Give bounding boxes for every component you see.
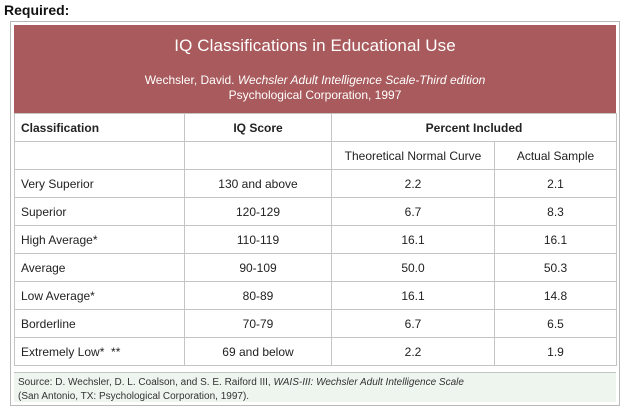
table-row (15, 338, 617, 366)
subheader-theoretical: Theoretical Normal Curve (332, 142, 495, 170)
cell-actual: 1.9 (495, 338, 617, 366)
table-row (15, 310, 617, 338)
iq-classification-table (14, 113, 617, 366)
table-row (15, 226, 617, 254)
subheader-empty-2 (185, 142, 332, 170)
cell-iq-score: 120-129 (185, 198, 332, 226)
table-banner (14, 25, 616, 113)
cell-iq-score: 70-79 (185, 310, 332, 338)
cell-iq-score: 90-109 (185, 254, 332, 282)
source-line-2: (San Antonio, TX: Psychological Corporation, 1997). (18, 391, 250, 402)
table-row (15, 170, 617, 198)
cell-classification: Average (15, 254, 185, 282)
subheader-row (15, 142, 617, 170)
cell-actual: 6.5 (495, 310, 617, 338)
cell-actual: 50.3 (495, 254, 617, 282)
cell-theoretical: 50.0 (332, 254, 495, 282)
cell-classification: Superior (15, 198, 185, 226)
source-title: WAIS-III: Wechsler Adult Intelligence Scale (273, 377, 464, 388)
cell-theoretical: 16.1 (332, 282, 495, 310)
source-prefix: Source: D. Wechsler, D. L. Coalson, and S. E. Raiford III, (18, 377, 274, 388)
cell-classification: Borderline (15, 310, 185, 338)
table-title: IQ Classifications in Educational Use (174, 36, 456, 55)
cell-classification: High Average* (15, 226, 185, 254)
header-percent-included: Percent Included (332, 114, 617, 142)
table-row (15, 254, 617, 282)
cell-iq-score: 110-119 (185, 226, 332, 254)
cell-iq-score: 80-89 (185, 282, 332, 310)
cell-iq-score: 69 and below (185, 338, 332, 366)
cell-theoretical: 16.1 (332, 226, 495, 254)
cell-actual: 2.1 (495, 170, 617, 198)
cell-actual: 8.3 (495, 198, 617, 226)
table-row (15, 282, 617, 310)
cell-actual: 14.8 (495, 282, 617, 310)
subheader-actual: Actual Sample (495, 142, 617, 170)
table-row (15, 198, 617, 226)
cell-classification: Very Superior (15, 170, 185, 198)
reference-publisher: Psychological Corporation, 1997 (228, 88, 402, 102)
source-line-1 (18, 376, 616, 390)
header-classification: Classification (15, 114, 185, 142)
iq-classification-card (10, 21, 620, 406)
subheader-empty-1 (15, 142, 185, 170)
source-footnote (14, 372, 616, 402)
cell-theoretical: 6.7 (332, 198, 495, 226)
reference-work: Wechsler Adult Intelligence Scale-Third edition (237, 73, 486, 87)
cell-classification: Low Average* (15, 282, 185, 310)
reference-author: Wechsler, David. (144, 73, 238, 87)
cell-theoretical: 2.2 (332, 338, 495, 366)
cell-actual: 16.1 (495, 226, 617, 254)
cell-theoretical: 2.2 (332, 170, 495, 198)
cell-classification: Extremely Low* ** (15, 338, 185, 366)
cell-theoretical: 6.7 (332, 310, 495, 338)
header-row (15, 114, 617, 142)
reference-line (14, 73, 616, 87)
cell-iq-score: 130 and above (185, 170, 332, 198)
required-label: Required: (4, 2, 70, 18)
header-iq-score: IQ Score (185, 114, 332, 142)
